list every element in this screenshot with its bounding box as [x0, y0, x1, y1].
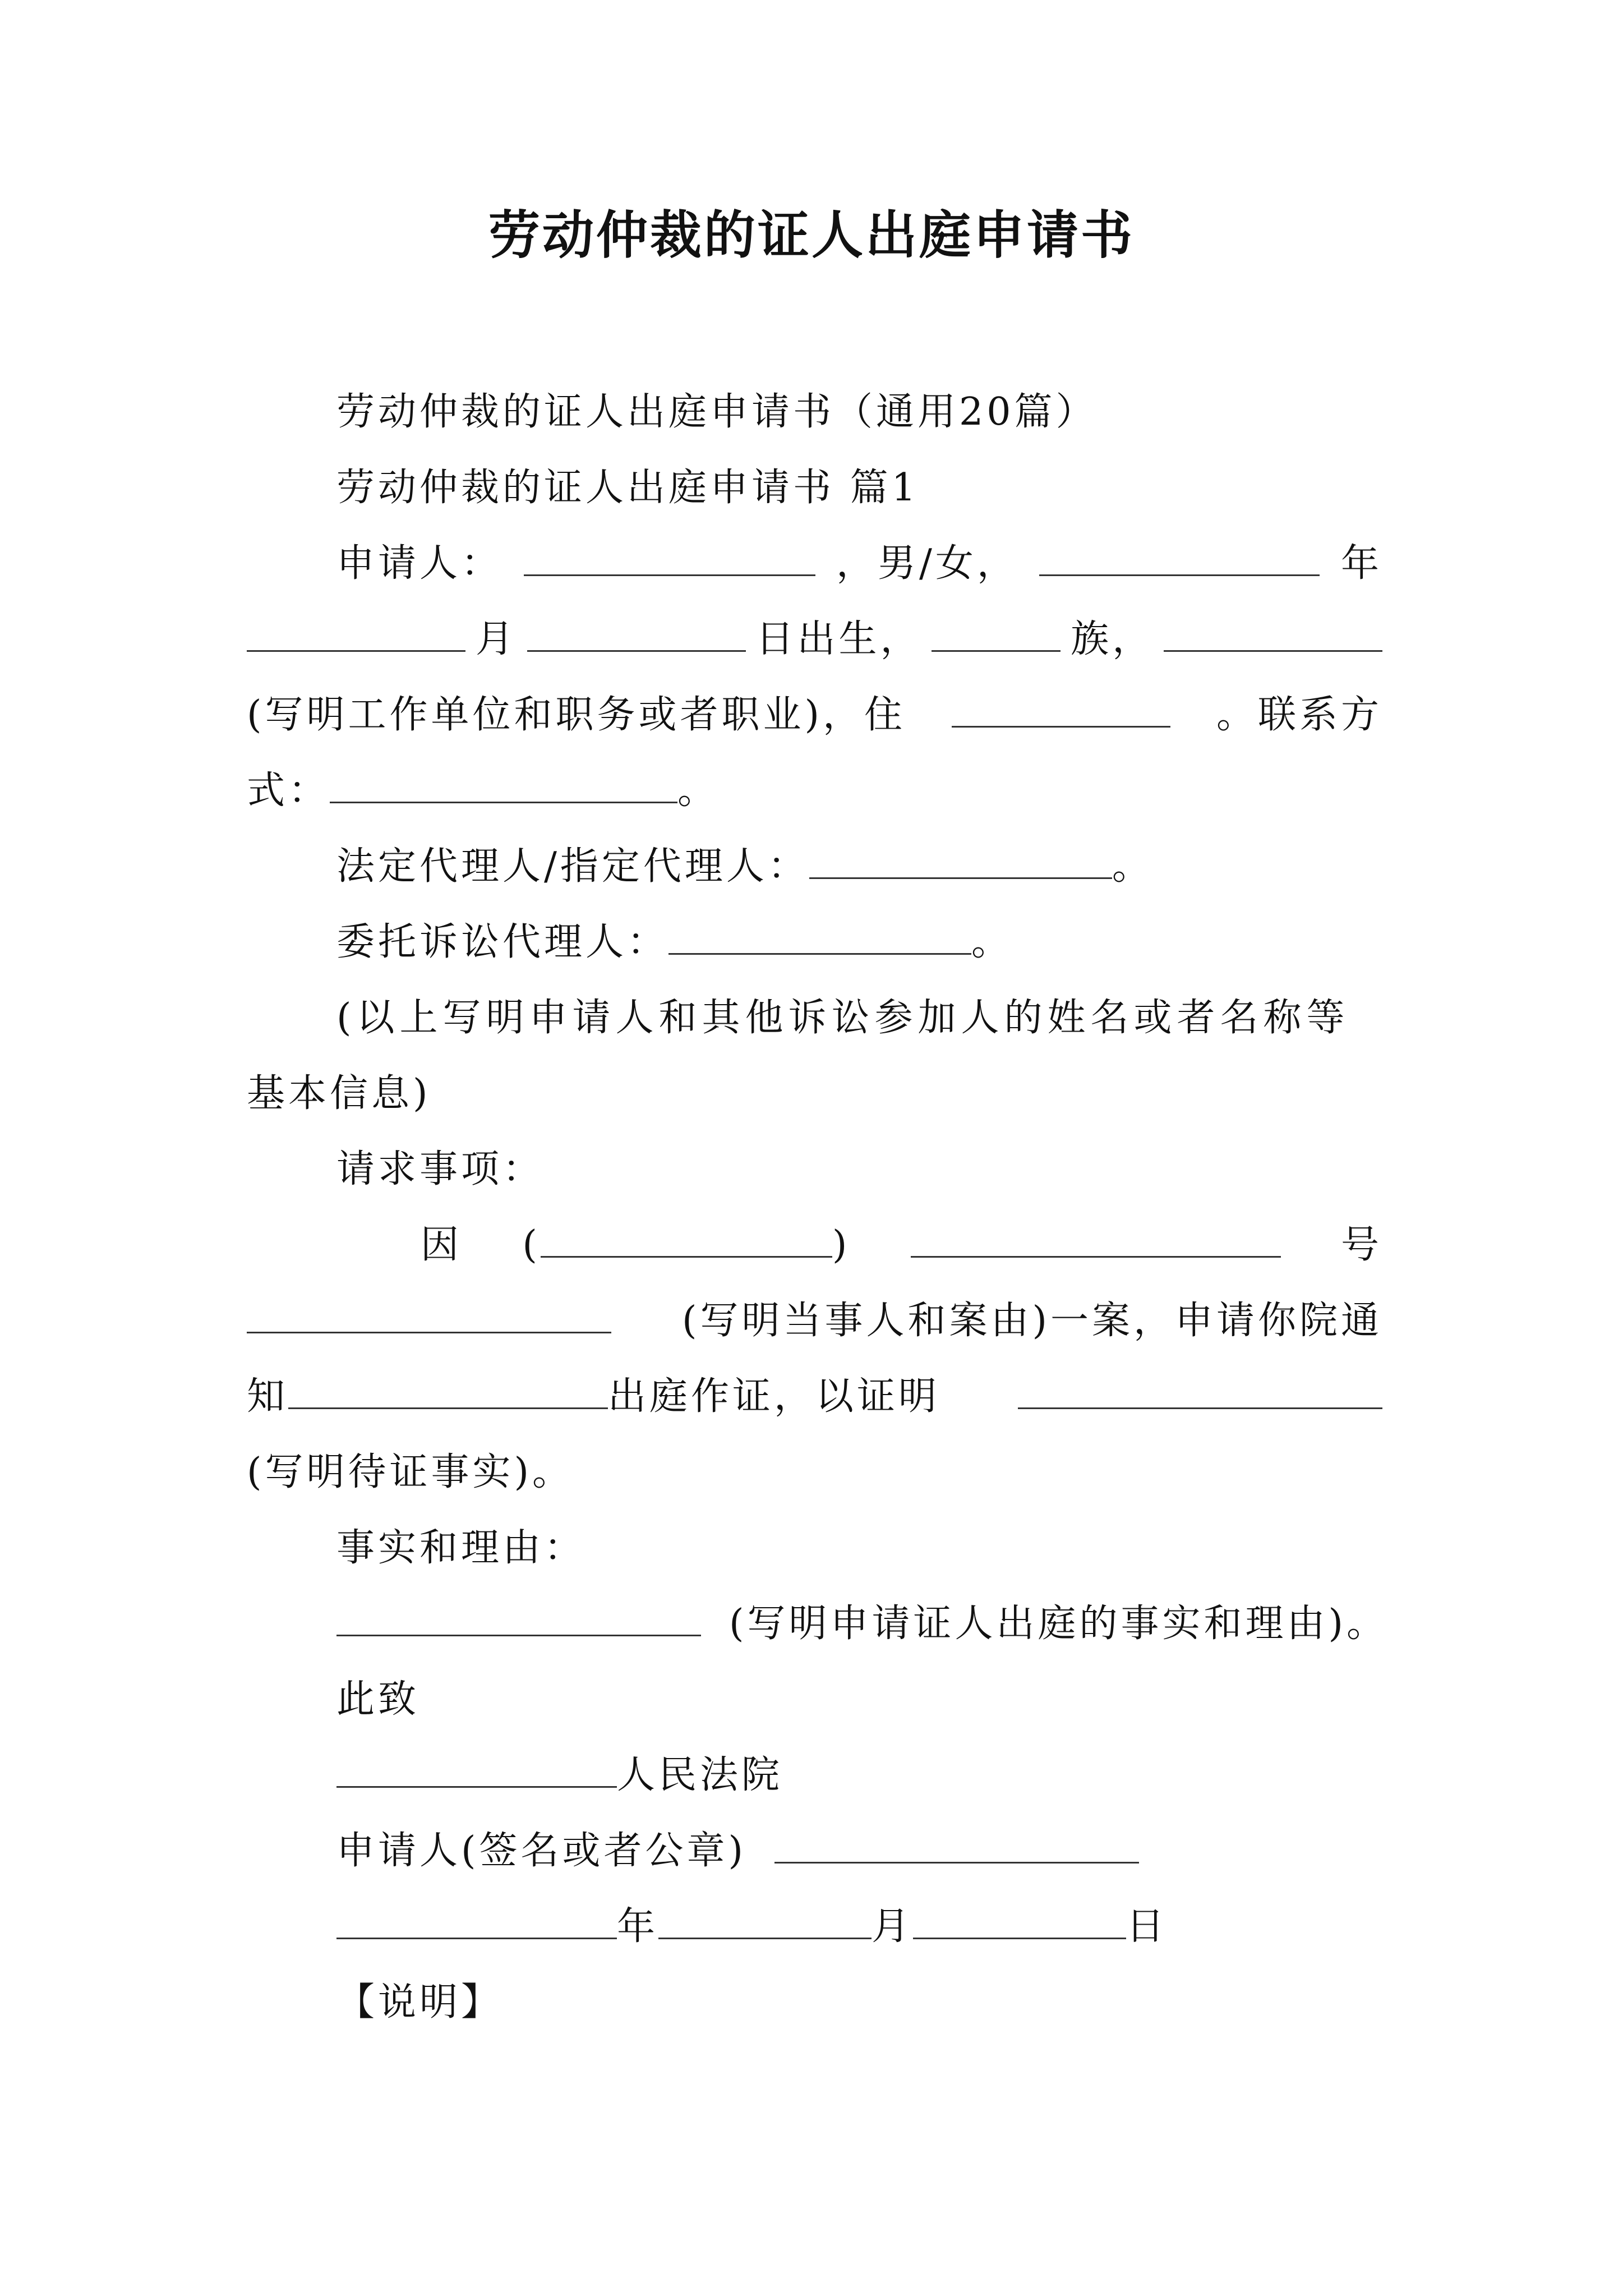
reasons-line: [336, 1599, 1388, 1649]
contact-blank[interactable]: [330, 767, 677, 803]
reasons-blank[interactable]: [336, 1600, 701, 1636]
case-year-group: [522, 1220, 850, 1271]
paren-close: ): [832, 1223, 851, 1267]
case-year-blank[interactable]: [541, 1221, 832, 1258]
sign-month-blank[interactable]: [658, 1903, 872, 1939]
document-title: 劳动仲裁的证人出庭申请书: [488, 205, 1135, 265]
testify-label: 出庭作证，以证明: [608, 1374, 940, 1419]
workplace-blank[interactable]: [1164, 615, 1382, 652]
signature-line: [336, 1826, 1139, 1876]
note-heading: 【说明】: [336, 1980, 503, 2024]
birth-month-blank[interactable]: [247, 615, 465, 652]
notify-label: 知: [247, 1374, 289, 1419]
reasons-note: (写明申请证人出庭的事实和理由)。: [729, 1602, 1389, 1646]
entrusted-agent-period: 。: [971, 920, 1013, 964]
address-blank[interactable]: [952, 691, 1170, 728]
birth-month-label: 月: [475, 617, 517, 661]
case-number-label: 号: [1340, 1223, 1382, 1267]
sign-day-blank[interactable]: [913, 1903, 1126, 1939]
court-label: 人民法院: [617, 1753, 783, 1797]
entrusted-agent-blank[interactable]: [668, 918, 971, 955]
legal-agent-period: 。: [1112, 844, 1154, 889]
sign-year-label: 年: [617, 1904, 659, 1949]
ethnicity-label: 族，: [1071, 617, 1154, 661]
applicant-line-1: [336, 539, 1382, 589]
info-note-line-1: (以上写明申请人和其他诉讼参加人的姓名或者名称等: [336, 996, 1350, 1040]
entrusted-agent-line: [336, 917, 1013, 968]
request-because: 因: [421, 1223, 463, 1267]
birth-year-blank[interactable]: [1039, 540, 1320, 576]
date-line: [336, 1902, 1168, 1952]
request-heading: 请求事项：: [336, 1147, 545, 1191]
signature-blank[interactable]: [774, 1827, 1139, 1864]
sign-year-blank[interactable]: [336, 1903, 617, 1939]
sign-month-label: 月: [872, 1904, 914, 1949]
contact-period: 。: [677, 769, 720, 813]
reasons-heading: 事实和理由：: [336, 1526, 586, 1570]
birth-year-label: 年: [1340, 541, 1382, 586]
ethnicity-blank[interactable]: [932, 615, 1061, 652]
request-line-3: [247, 1372, 1382, 1422]
legal-agent-line: [336, 841, 1154, 892]
court-name-blank[interactable]: [336, 1751, 617, 1788]
info-note-line-2: 基本信息): [247, 1071, 431, 1116]
applicant-line-2: [247, 614, 1382, 665]
applicant-line-4: [247, 766, 719, 816]
birth-day-label: 日出生，: [755, 617, 922, 661]
section-heading: 劳动仲裁的证人出庭申请书 篇1: [336, 466, 919, 510]
birth-day-blank[interactable]: [527, 615, 746, 652]
case-number-blank[interactable]: [911, 1221, 1281, 1258]
applicant-name-blank[interactable]: [524, 540, 815, 576]
signature-label: 申请人(签名或者公章): [336, 1829, 747, 1873]
request-line-2: [247, 1296, 1382, 1346]
work-note: (写明工作单位和职务或者职业)，住: [247, 693, 906, 737]
case-note: (写明当事人和案由)一案，申请你院通: [681, 1299, 1382, 1343]
notify-group: [247, 1372, 940, 1422]
closing-to: 此致: [336, 1677, 420, 1722]
entrusted-agent-label: 委托诉讼代理人：: [336, 920, 669, 964]
parties-case-blank[interactable]: [247, 1297, 611, 1333]
request-line-1: [421, 1220, 1382, 1271]
witness-name-blank[interactable]: [288, 1373, 608, 1409]
court-line: [336, 1750, 783, 1801]
document-subtitle: 劳动仲裁的证人出庭申请书（通用20篇）: [336, 390, 1098, 434]
applicant-gender: ，男/女，: [836, 541, 1018, 586]
applicant-line-3: [247, 690, 1382, 740]
contact-end-label: 式：: [247, 769, 330, 813]
legal-agent-label: 法定代理人/指定代理人：: [336, 844, 809, 889]
contact-label: 。联系方: [1216, 693, 1382, 737]
fact-note: (写明待证事实)。: [247, 1450, 574, 1494]
fact-to-prove-blank[interactable]: [1018, 1373, 1382, 1409]
sign-day-label: 日: [1126, 1904, 1168, 1949]
paren-open: (: [522, 1223, 541, 1267]
legal-agent-blank[interactable]: [809, 843, 1112, 879]
applicant-label: 申请人：: [336, 541, 503, 586]
